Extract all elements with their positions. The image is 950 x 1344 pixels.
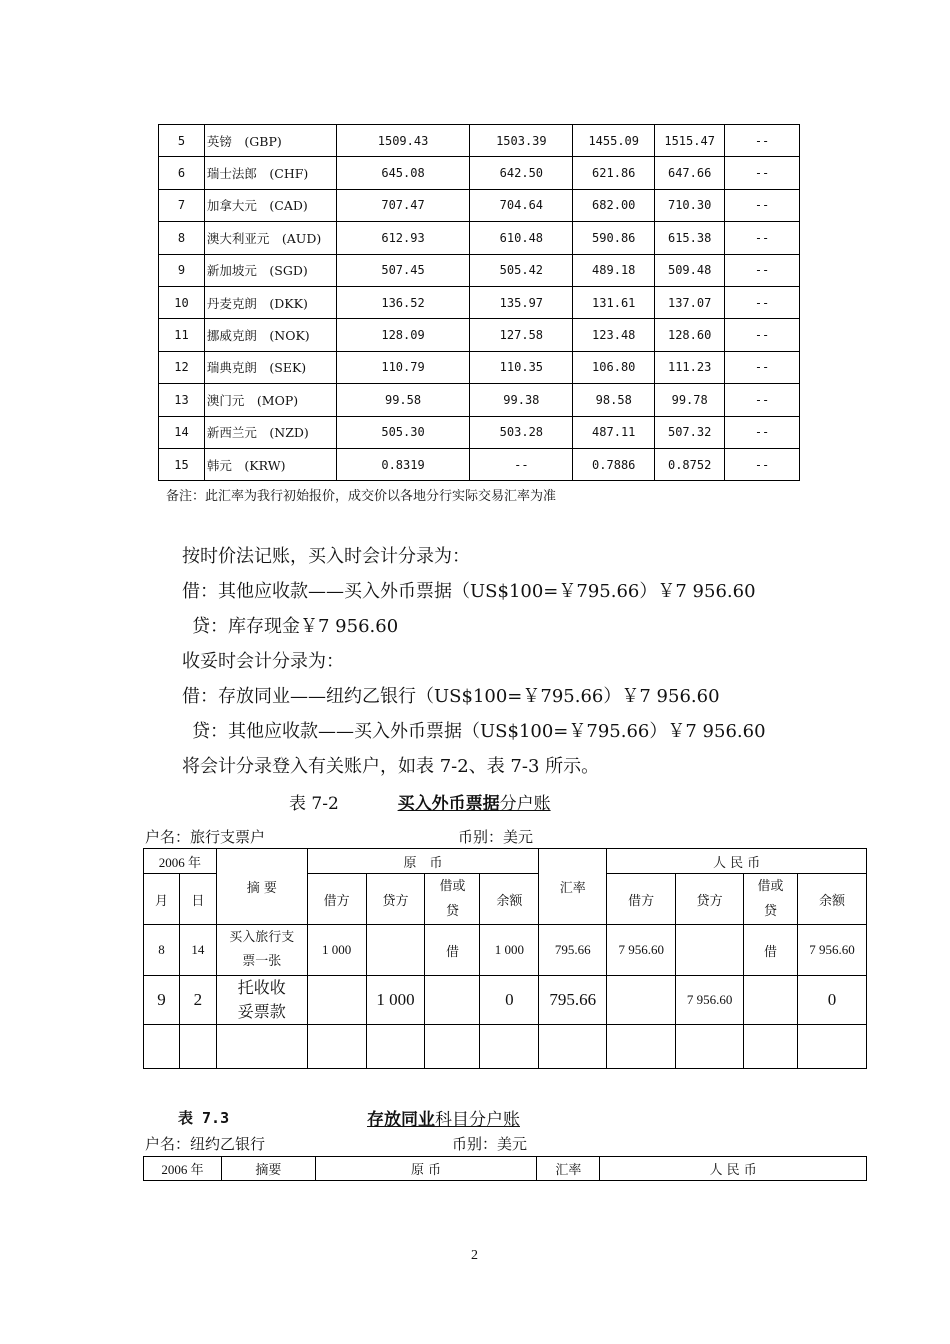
rate-col-2: -- <box>470 448 573 480</box>
header-rmb-balance: 余额 <box>798 874 867 925</box>
rate-no: 5 <box>159 125 205 157</box>
rate-col-3: 489.18 <box>573 254 655 286</box>
table72-ledger <box>143 848 867 1069</box>
rate-col-3: 682.00 <box>573 189 655 221</box>
table-row-empty <box>144 1025 867 1069</box>
rate-col-5: -- <box>725 125 800 157</box>
table72-title-bold: 买入外币票据 <box>397 794 500 814</box>
header-day: 日 <box>179 874 216 925</box>
row2-rmb-dc <box>744 976 798 1025</box>
table73-ledger <box>143 1156 867 1181</box>
header-rate: 汇率 <box>539 849 607 925</box>
table73-label: 表 7.3 <box>178 1109 230 1127</box>
header-rmb: 人 民 币 <box>607 849 867 874</box>
rate-col-2: 1503.39 <box>470 125 573 157</box>
row2-orig-debit <box>307 976 366 1025</box>
paragraph-1: 按时价法记账，买入时会计分录为： <box>182 546 470 567</box>
row1-orig-balance: 1 000 <box>480 925 539 976</box>
table73-title <box>367 1105 520 1130</box>
row1-summary: 买入旅行支票一张 <box>216 925 307 976</box>
rate-col-5: -- <box>725 222 800 254</box>
paragraph-3: 贷：库存现金￥7 956.60 <box>192 616 399 637</box>
rate-col-3: 0.7886 <box>573 448 655 480</box>
rate-col-5: -- <box>725 254 800 286</box>
rate-col-5: -- <box>725 286 800 318</box>
paragraph-6: 贷：其他应收款——买入外币票据（US$100=￥795.66）￥7 956.60 <box>192 721 766 742</box>
currency-name: 挪威克朗 (NOK) <box>204 319 336 351</box>
rate-row <box>159 384 800 416</box>
row1-rmb-balance: 7 956.60 <box>798 925 867 976</box>
rate-col-2: 610.48 <box>470 222 573 254</box>
rate-no: 10 <box>159 286 205 318</box>
rate-col-2: 505.42 <box>470 254 573 286</box>
rate-col-2: 704.64 <box>470 189 573 221</box>
row1-rate: 795.66 <box>539 925 607 976</box>
rate-col-5: -- <box>725 189 800 221</box>
rate-row <box>159 125 800 157</box>
rate-no: 6 <box>159 157 205 189</box>
rate-col-1: 505.30 <box>336 416 470 448</box>
rate-no: 13 <box>159 384 205 416</box>
table73-account: 户名：纽约乙银行 <box>145 1135 266 1153</box>
t73-header-original: 原 币 <box>315 1157 537 1181</box>
currency-name: 韩元 (KRW) <box>204 448 336 480</box>
rate-no: 12 <box>159 351 205 383</box>
rate-row <box>159 351 800 383</box>
rate-no: 14 <box>159 416 205 448</box>
table72-currency: 币别：美元 <box>458 828 534 846</box>
row1-month: 8 <box>144 925 180 976</box>
rate-col-3: 131.61 <box>573 286 655 318</box>
rate-col-2: 642.50 <box>470 157 573 189</box>
rate-row <box>159 286 800 318</box>
header-rmb-credit: 贷方 <box>676 874 744 925</box>
row1-rmb-credit <box>676 925 744 976</box>
exchange-rate-table <box>158 124 800 481</box>
rate-col-5: -- <box>725 384 800 416</box>
table72-title-rest: 分户账 <box>499 794 551 814</box>
currency-name: 澳大利亚元 (AUD) <box>204 222 336 254</box>
rate-no: 9 <box>159 254 205 286</box>
header-orig-dc: 借或贷 <box>425 874 480 925</box>
rate-col-4: 137.07 <box>655 286 725 318</box>
rate-col-1: 612.93 <box>336 222 470 254</box>
table73-title-rest: 科目分户账 <box>435 1110 520 1130</box>
row2-rmb-balance: 0 <box>798 976 867 1025</box>
table72-caption <box>289 789 551 814</box>
header-original: 原 币 <box>307 849 539 874</box>
rate-col-5: -- <box>725 319 800 351</box>
row2-day: 2 <box>179 976 216 1025</box>
currency-name: 澳门元 (MOP) <box>204 384 336 416</box>
currency-name: 瑞典克朗 (SEK) <box>204 351 336 383</box>
header-orig-credit: 贷方 <box>366 874 425 925</box>
table-row <box>144 925 867 976</box>
table-row <box>144 976 867 1025</box>
rate-row <box>159 189 800 221</box>
rate-col-2: 135.97 <box>470 286 573 318</box>
paragraph-5: 借：存放同业——纽约乙银行（US$100=￥795.66）￥7 956.60 <box>182 686 720 707</box>
rate-col-1: 645.08 <box>336 157 470 189</box>
rate-col-4: 128.60 <box>655 319 725 351</box>
rate-col-4: 1515.47 <box>655 125 725 157</box>
rate-col-4: 0.8752 <box>655 448 725 480</box>
row1-rmb-debit: 7 956.60 <box>607 925 676 976</box>
rate-col-1: 110.79 <box>336 351 470 383</box>
row1-orig-credit <box>366 925 425 976</box>
rate-col-5: -- <box>725 157 800 189</box>
rate-col-3: 123.48 <box>573 319 655 351</box>
rate-col-4: 710.30 <box>655 189 725 221</box>
rate-col-4: 509.48 <box>655 254 725 286</box>
paragraph-7: 将会计分录登入有关账户，如表 7-2、表 7-3 所示。 <box>182 756 600 777</box>
row2-orig-dc <box>425 976 480 1025</box>
page-number: 2 <box>471 1248 478 1263</box>
rate-col-3: 1455.09 <box>573 125 655 157</box>
rate-col-1: 707.47 <box>336 189 470 221</box>
row2-orig-balance: 0 <box>480 976 539 1025</box>
rate-col-3: 590.86 <box>573 222 655 254</box>
table72-label: 表 7-2 <box>289 794 339 814</box>
rate-note: 备注：此汇率为我行初始报价，成交价以各地分行实际交易汇率为准 <box>166 489 557 504</box>
rate-col-2: 110.35 <box>470 351 573 383</box>
header-month: 月 <box>144 874 180 925</box>
currency-name: 丹麦克朗 (DKK) <box>204 286 336 318</box>
rate-col-1: 128.09 <box>336 319 470 351</box>
currency-name: 新西兰元 (NZD) <box>204 416 336 448</box>
rate-col-4: 99.78 <box>655 384 725 416</box>
rate-no: 11 <box>159 319 205 351</box>
row2-rmb-credit: 7 956.60 <box>676 976 744 1025</box>
table72-account: 户名：旅行支票户 <box>145 828 266 846</box>
table73-title-bold: 存放同业 <box>367 1110 435 1130</box>
currency-name: 加拿大元 (CAD) <box>204 189 336 221</box>
paragraph-2: 借：其他应收款——买入外币票据（US$100=￥795.66）￥7 956.60 <box>182 581 756 602</box>
rate-row <box>159 254 800 286</box>
rate-row <box>159 222 800 254</box>
row2-summary: 托收收妥票款 <box>216 976 307 1025</box>
row1-orig-dc: 借 <box>425 925 480 976</box>
header-orig-balance: 余额 <box>480 874 539 925</box>
rate-col-2: 127.58 <box>470 319 573 351</box>
row2-rate: 795.66 <box>539 976 607 1025</box>
rate-col-5: -- <box>725 351 800 383</box>
row2-month: 9 <box>144 976 180 1025</box>
t73-header-rmb: 人 民 币 <box>600 1157 867 1181</box>
paragraph-4: 收妥时会计分录为： <box>182 651 344 672</box>
header-orig-debit: 借方 <box>307 874 366 925</box>
rate-col-2: 99.38 <box>470 384 573 416</box>
rate-row <box>159 157 800 189</box>
t73-header-year: 2006 年 <box>144 1157 222 1181</box>
header-rmb-dc: 借或贷 <box>744 874 798 925</box>
rate-no: 8 <box>159 222 205 254</box>
rate-col-2: 503.28 <box>470 416 573 448</box>
table73-caption <box>178 1107 229 1128</box>
currency-name: 新加坡元 (SGD) <box>204 254 336 286</box>
rate-col-1: 507.45 <box>336 254 470 286</box>
table73-currency: 币别：美元 <box>452 1135 528 1153</box>
rate-col-5: -- <box>725 416 800 448</box>
t73-header-summary: 摘要 <box>221 1157 315 1181</box>
row2-rmb-debit <box>607 976 676 1025</box>
rate-col-3: 487.11 <box>573 416 655 448</box>
rate-no: 7 <box>159 189 205 221</box>
rate-row <box>159 319 800 351</box>
rate-no: 15 <box>159 448 205 480</box>
rate-row <box>159 448 800 480</box>
rate-col-3: 98.58 <box>573 384 655 416</box>
rate-row <box>159 416 800 448</box>
rate-col-4: 647.66 <box>655 157 725 189</box>
currency-name: 英镑 (GBP) <box>204 125 336 157</box>
rate-col-3: 106.80 <box>573 351 655 383</box>
row1-orig-debit: 1 000 <box>307 925 366 976</box>
rate-col-1: 1509.43 <box>336 125 470 157</box>
rate-col-4: 111.23 <box>655 351 725 383</box>
rate-col-4: 507.32 <box>655 416 725 448</box>
t73-header-rate: 汇率 <box>537 1157 600 1181</box>
currency-name: 瑞士法郎 (CHF) <box>204 157 336 189</box>
rate-col-1: 0.8319 <box>336 448 470 480</box>
row2-orig-credit: 1 000 <box>366 976 425 1025</box>
row1-day: 14 <box>179 925 216 976</box>
rate-col-1: 136.52 <box>336 286 470 318</box>
rate-col-5: -- <box>725 448 800 480</box>
header-summary: 摘 要 <box>216 849 307 925</box>
rate-col-4: 615.38 <box>655 222 725 254</box>
header-rmb-debit: 借方 <box>607 874 676 925</box>
rate-col-1: 99.58 <box>336 384 470 416</box>
header-year: 2006 年 <box>144 849 217 874</box>
row1-rmb-dc: 借 <box>744 925 798 976</box>
rate-col-3: 621.86 <box>573 157 655 189</box>
